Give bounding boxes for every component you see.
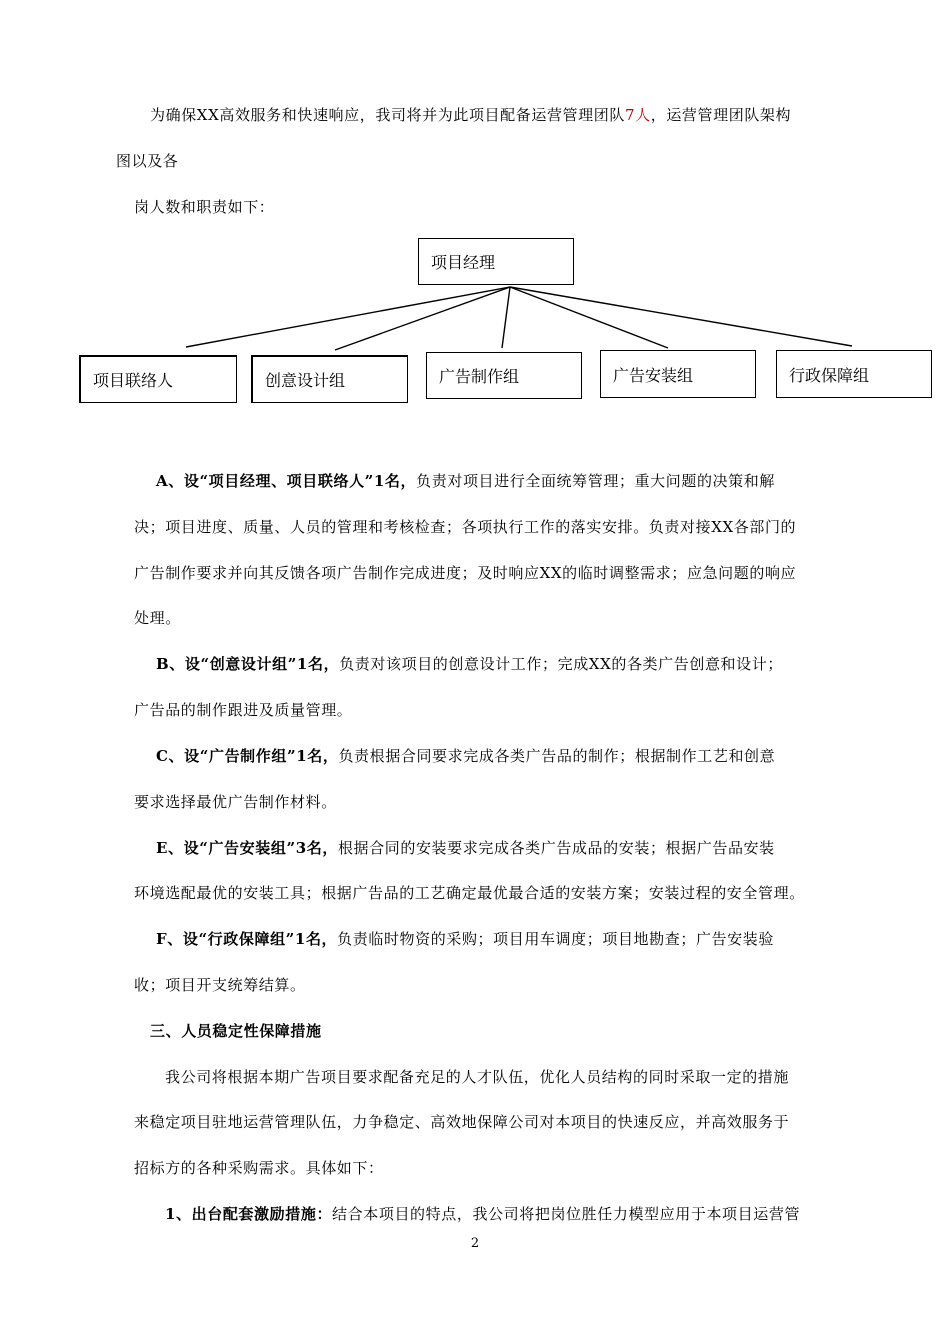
duty-b-line-2: 广告品的制作跟进及质量管理。: [134, 701, 353, 719]
duty-f-line-1: [156, 928, 774, 950]
duty-f-line-2: 收；项目开支统筹结算。: [134, 976, 306, 994]
connector-install: [510, 287, 668, 348]
connector-admin: [510, 287, 852, 346]
duty-f-heading: F、设“行政保障组”1名，: [156, 930, 338, 948]
duty-a-line-2: 决；项目进度、质量、人员的管理和考核检查；各项执行工作的落实安排。负责对接XX各部门的: [134, 518, 797, 536]
section-3-para-line-1: 我公司将根据本期广告项目要求配备充足的人才队伍，优化人员结构的同时采取一定的措施: [165, 1068, 790, 1086]
duty-c-line-2: 要求选择最优广告制作材料。: [134, 793, 337, 811]
org-node-project-manager: 项目经理: [418, 238, 574, 285]
org-node-install: 广告安装组: [600, 350, 756, 398]
item-1-text: 结合本项目的特点，我公司将把岗位胜任力模型应用于本项目运营管: [332, 1205, 801, 1223]
section-3-para-line-3: 招标方的各种采购需求。具体如下：: [134, 1159, 384, 1177]
team-size-highlight: 7人: [624, 106, 651, 124]
org-node-admin: 行政保障组: [776, 350, 932, 398]
intro-line-2: 图以及各: [116, 152, 179, 170]
duty-c-heading: C、设“广告制作组”1名，: [156, 747, 339, 765]
duty-b-line-1: [156, 653, 783, 675]
duty-b-text: 负责对该项目的创意设计工作；完成XX的各类广告创意和设计；: [339, 655, 783, 673]
duty-e-line-1: [156, 837, 775, 859]
intro-text-1: 为确保XX高效服务和快速响应，我司将并为此项目配备运营管理团队: [150, 106, 625, 124]
intro-line-3: 岗人数和职责如下：: [134, 198, 275, 216]
duty-e-line-2: 环境选配最优的安装工具；根据广告品的工艺确定最优最合适的安装方案；安装过程的安全管理。: [134, 884, 805, 902]
intro-text-1b: ，运营管理团队架构: [650, 106, 792, 124]
duty-a-line-1: [156, 470, 775, 492]
duty-e-heading: E、设“广告安装组”3名，: [156, 839, 338, 857]
connector-design: [335, 287, 510, 350]
item-1-heading: 1、出台配套激励措施：: [165, 1205, 333, 1223]
duty-f-text: 负责临时物资的采购；项目用车调度；项目地勘查；广告安装验: [337, 930, 774, 948]
page-number: 2: [470, 1236, 480, 1251]
section-3-para-line-2: 来稳定项目驻地运营管理队伍，力争稳定、高效地保障公司对本项目的快速反应，并高效服务于: [134, 1113, 790, 1131]
connector-liaison: [186, 287, 510, 347]
org-node-liaison: 项目联络人: [79, 355, 237, 403]
duty-a-line-3: 广告制作要求并向其反馈各项广告制作完成进度；及时响应XX的临时调整需求；应急问题的响应: [134, 564, 797, 582]
duty-c-text: 负责根据合同要求完成各类广告品的制作；根据制作工艺和创意: [338, 747, 776, 765]
duty-a-heading: A、设“项目经理、项目联络人”1名，: [156, 472, 417, 490]
duty-c-line-1: [156, 745, 775, 767]
duty-e-text: 根据合同的安装要求完成各类广告成品的安装；根据广告品安装: [337, 839, 775, 857]
section-3-title: 三、人员稳定性保障措施: [150, 1022, 322, 1040]
org-node-production: 广告制作组: [426, 352, 582, 399]
duty-a-line-4: 处理。: [134, 609, 181, 627]
connector-production: [502, 287, 510, 348]
section-3-item-1: [165, 1203, 800, 1225]
org-node-design: 创意设计组: [251, 355, 408, 403]
duty-b-heading: B、设“创意设计组”1名，: [156, 655, 340, 673]
duty-a-text: 负责对项目进行全面统筹管理；重大问题的决策和解: [416, 472, 775, 490]
